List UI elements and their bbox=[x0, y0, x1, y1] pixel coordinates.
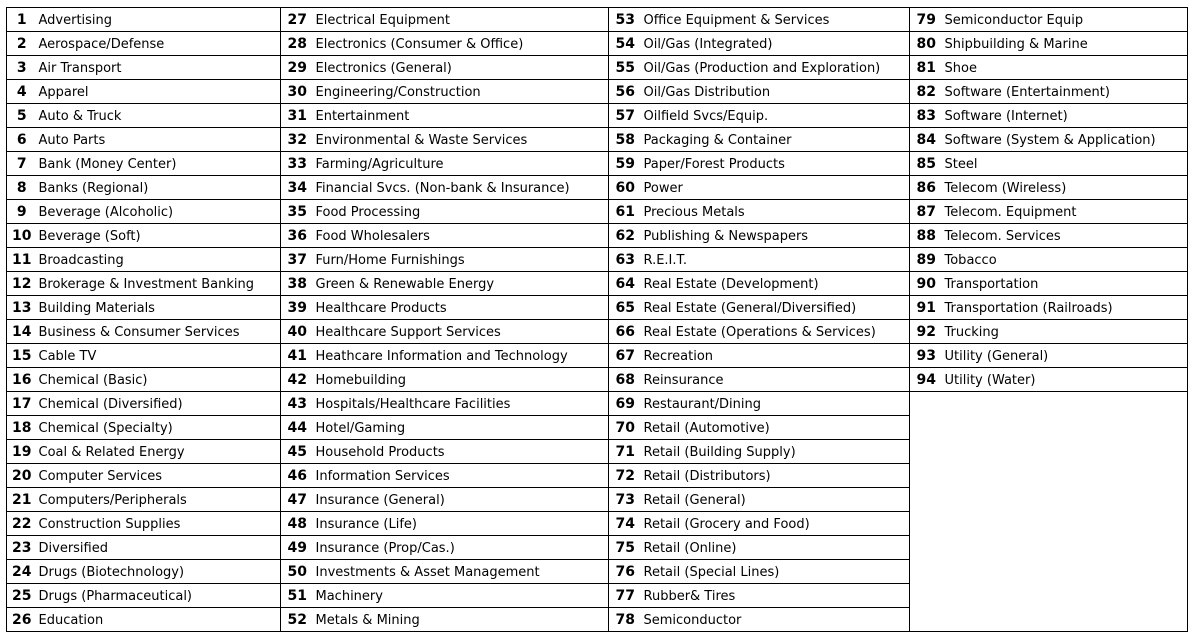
industry-name: Diversified bbox=[37, 536, 281, 560]
industry-name: Chemical (Diversified) bbox=[37, 392, 281, 416]
industry-name: Beverage (Soft) bbox=[37, 224, 281, 248]
industry-name: Steel bbox=[943, 152, 1188, 176]
industry-name: Construction Supplies bbox=[37, 512, 281, 536]
industry-number: 53 bbox=[609, 8, 642, 32]
industry-number: 36 bbox=[281, 224, 314, 248]
industry-name: Electronics (Consumer & Office) bbox=[314, 32, 609, 56]
industry-number: 83 bbox=[910, 104, 943, 128]
industry-number: 64 bbox=[609, 272, 642, 296]
industry-number: 31 bbox=[281, 104, 314, 128]
industry-name: Engineering/Construction bbox=[314, 80, 609, 104]
industry-number: 27 bbox=[281, 8, 314, 32]
industry-number: 49 bbox=[281, 536, 314, 560]
industry-name: Hotel/Gaming bbox=[314, 416, 609, 440]
industry-name: Auto Parts bbox=[37, 128, 281, 152]
industry-name: Oil/Gas (Integrated) bbox=[642, 32, 910, 56]
industry-number: 86 bbox=[910, 176, 943, 200]
industry-name: Auto & Truck bbox=[37, 104, 281, 128]
industry-number: 56 bbox=[609, 80, 642, 104]
industry-table bbox=[6, 7, 1188, 632]
industry-name: Oil/Gas Distribution bbox=[642, 80, 910, 104]
industry-name: Coal & Related Energy bbox=[37, 440, 281, 464]
industry-name: Bank (Money Center) bbox=[37, 152, 281, 176]
industry-number: 33 bbox=[281, 152, 314, 176]
industry-name: Utility (Water) bbox=[943, 368, 1188, 392]
industry-number: 73 bbox=[609, 488, 642, 512]
industry-name: Hospitals/Healthcare Facilities bbox=[314, 392, 609, 416]
industry-number: 42 bbox=[281, 368, 314, 392]
industry-name: Food Wholesalers bbox=[314, 224, 609, 248]
industry-number: 37 bbox=[281, 248, 314, 272]
industry-name: Computer Services bbox=[37, 464, 281, 488]
table-row bbox=[7, 224, 1188, 248]
industry-name: Power bbox=[642, 176, 910, 200]
industry-name: Semiconductor bbox=[642, 608, 910, 632]
industry-name: Farming/Agriculture bbox=[314, 152, 609, 176]
industry-name: Green & Renewable Energy bbox=[314, 272, 609, 296]
table-row bbox=[7, 176, 1188, 200]
industry-name: Metals & Mining bbox=[314, 608, 609, 632]
industry-name: Precious Metals bbox=[642, 200, 910, 224]
industry-number: 77 bbox=[609, 584, 642, 608]
industry-number: 62 bbox=[609, 224, 642, 248]
industry-number: 23 bbox=[7, 536, 37, 560]
industry-name: Advertising bbox=[37, 8, 281, 32]
industry-name: Environmental & Waste Services bbox=[314, 128, 609, 152]
industry-name: Healthcare Products bbox=[314, 296, 609, 320]
industry-name: Household Products bbox=[314, 440, 609, 464]
industry-number: 55 bbox=[609, 56, 642, 80]
industry-name: Packaging & Container bbox=[642, 128, 910, 152]
industry-number: 13 bbox=[7, 296, 37, 320]
industry-name: Real Estate (Development) bbox=[642, 272, 910, 296]
industry-number: 44 bbox=[281, 416, 314, 440]
table-row bbox=[7, 368, 1188, 392]
industry-name: Recreation bbox=[642, 344, 910, 368]
industry-name: Oilfield Svcs/Equip. bbox=[642, 104, 910, 128]
industry-number: 94 bbox=[910, 368, 943, 392]
industry-name: Education bbox=[37, 608, 281, 632]
industry-number: 1 bbox=[7, 8, 37, 32]
industry-name: Drugs (Biotechnology) bbox=[37, 560, 281, 584]
industry-number: 34 bbox=[281, 176, 314, 200]
industry-number: 16 bbox=[7, 368, 37, 392]
industry-number: 5 bbox=[7, 104, 37, 128]
table-row bbox=[7, 152, 1188, 176]
industry-number: 19 bbox=[7, 440, 37, 464]
industry-number: 45 bbox=[281, 440, 314, 464]
industry-number: 24 bbox=[7, 560, 37, 584]
industry-name: Entertainment bbox=[314, 104, 609, 128]
industry-number: 6 bbox=[7, 128, 37, 152]
industry-number: 71 bbox=[609, 440, 642, 464]
industry-name: Software (Entertainment) bbox=[943, 80, 1188, 104]
table-row bbox=[7, 272, 1188, 296]
table-row bbox=[7, 320, 1188, 344]
industry-number: 14 bbox=[7, 320, 37, 344]
industry-name: Semiconductor Equip bbox=[943, 8, 1188, 32]
industry-name: Beverage (Alcoholic) bbox=[37, 200, 281, 224]
industry-number: 4 bbox=[7, 80, 37, 104]
industry-name: R.E.I.T. bbox=[642, 248, 910, 272]
industry-number: 75 bbox=[609, 536, 642, 560]
industry-number: 52 bbox=[281, 608, 314, 632]
industry-name: Insurance (General) bbox=[314, 488, 609, 512]
industry-number: 67 bbox=[609, 344, 642, 368]
industry-number: 46 bbox=[281, 464, 314, 488]
industry-number: 85 bbox=[910, 152, 943, 176]
industry-number: 88 bbox=[910, 224, 943, 248]
industry-number: 28 bbox=[281, 32, 314, 56]
industry-name: Real Estate (General/Diversified) bbox=[642, 296, 910, 320]
industry-name: Furn/Home Furnishings bbox=[314, 248, 609, 272]
industry-name: Real Estate (Operations & Services) bbox=[642, 320, 910, 344]
industry-number: 47 bbox=[281, 488, 314, 512]
industry-number: 87 bbox=[910, 200, 943, 224]
industry-name: Electronics (General) bbox=[314, 56, 609, 80]
industry-number: 92 bbox=[910, 320, 943, 344]
industry-name: Heathcare Information and Technology bbox=[314, 344, 609, 368]
industry-name: Transportation (Railroads) bbox=[943, 296, 1188, 320]
table-body bbox=[7, 8, 1188, 632]
industry-number: 30 bbox=[281, 80, 314, 104]
industry-name: Chemical (Specialty) bbox=[37, 416, 281, 440]
industry-number: 60 bbox=[609, 176, 642, 200]
industry-name: Shoe bbox=[943, 56, 1188, 80]
industry-name: Banks (Regional) bbox=[37, 176, 281, 200]
industry-number: 61 bbox=[609, 200, 642, 224]
industry-name: Computers/Peripherals bbox=[37, 488, 281, 512]
industry-number: 21 bbox=[7, 488, 37, 512]
industry-number: 48 bbox=[281, 512, 314, 536]
industry-name: Paper/Forest Products bbox=[642, 152, 910, 176]
industry-name: Broadcasting bbox=[37, 248, 281, 272]
industry-name: Utility (General) bbox=[943, 344, 1188, 368]
industry-name: Transportation bbox=[943, 272, 1188, 296]
industry-name: Electrical Equipment bbox=[314, 8, 609, 32]
industry-name: Retail (Online) bbox=[642, 536, 910, 560]
industry-number: 74 bbox=[609, 512, 642, 536]
industry-number: 82 bbox=[910, 80, 943, 104]
industry-name: Telecom. Equipment bbox=[943, 200, 1188, 224]
industry-name: Oil/Gas (Production and Exploration) bbox=[642, 56, 910, 80]
industry-name: Software (System & Application) bbox=[943, 128, 1188, 152]
industry-name: Trucking bbox=[943, 320, 1188, 344]
industry-number: 32 bbox=[281, 128, 314, 152]
industry-name: Cable TV bbox=[37, 344, 281, 368]
industry-number: 69 bbox=[609, 392, 642, 416]
industry-number: 41 bbox=[281, 344, 314, 368]
industry-number: 15 bbox=[7, 344, 37, 368]
industry-name: Retail (Distributors) bbox=[642, 464, 910, 488]
industry-number: 68 bbox=[609, 368, 642, 392]
industry-number: 54 bbox=[609, 32, 642, 56]
table-row bbox=[7, 56, 1188, 80]
industry-number: 43 bbox=[281, 392, 314, 416]
industry-number: 63 bbox=[609, 248, 642, 272]
industry-name: Reinsurance bbox=[642, 368, 910, 392]
industry-name: Brokerage & Investment Banking bbox=[37, 272, 281, 296]
industry-number: 59 bbox=[609, 152, 642, 176]
empty-cell bbox=[910, 392, 1188, 632]
industry-name: Investments & Asset Management bbox=[314, 560, 609, 584]
table-row bbox=[7, 296, 1188, 320]
industry-name: Food Processing bbox=[314, 200, 609, 224]
industry-number: 9 bbox=[7, 200, 37, 224]
industry-number: 58 bbox=[609, 128, 642, 152]
industry-number: 51 bbox=[281, 584, 314, 608]
industry-number: 12 bbox=[7, 272, 37, 296]
industry-number: 50 bbox=[281, 560, 314, 584]
industry-number: 93 bbox=[910, 344, 943, 368]
industry-number: 35 bbox=[281, 200, 314, 224]
industry-name: Air Transport bbox=[37, 56, 281, 80]
table-row bbox=[7, 392, 1188, 416]
table-row bbox=[7, 344, 1188, 368]
industry-name: Tobacco bbox=[943, 248, 1188, 272]
table-row bbox=[7, 104, 1188, 128]
industry-number: 2 bbox=[7, 32, 37, 56]
industry-name: Telecom (Wireless) bbox=[943, 176, 1188, 200]
industry-name: Telecom. Services bbox=[943, 224, 1188, 248]
industry-name: Shipbuilding & Marine bbox=[943, 32, 1188, 56]
industry-number: 25 bbox=[7, 584, 37, 608]
industry-number: 39 bbox=[281, 296, 314, 320]
industry-name: Insurance (Prop/Cas.) bbox=[314, 536, 609, 560]
industry-number: 90 bbox=[910, 272, 943, 296]
industry-name: Office Equipment & Services bbox=[642, 8, 910, 32]
industry-number: 81 bbox=[910, 56, 943, 80]
industry-name: Information Services bbox=[314, 464, 609, 488]
industry-number: 11 bbox=[7, 248, 37, 272]
table-row bbox=[7, 128, 1188, 152]
industry-name: Drugs (Pharmaceutical) bbox=[37, 584, 281, 608]
industry-number: 8 bbox=[7, 176, 37, 200]
industry-number: 76 bbox=[609, 560, 642, 584]
industry-name: Retail (Automotive) bbox=[642, 416, 910, 440]
industry-number: 89 bbox=[910, 248, 943, 272]
industry-name: Retail (General) bbox=[642, 488, 910, 512]
table-row bbox=[7, 32, 1188, 56]
industry-name: Building Materials bbox=[37, 296, 281, 320]
industry-name: Chemical (Basic) bbox=[37, 368, 281, 392]
table-row bbox=[7, 200, 1188, 224]
industry-number: 40 bbox=[281, 320, 314, 344]
industry-number: 91 bbox=[910, 296, 943, 320]
industry-name: Financial Svcs. (Non-bank & Insurance) bbox=[314, 176, 609, 200]
industry-name: Homebuilding bbox=[314, 368, 609, 392]
industry-name: Machinery bbox=[314, 584, 609, 608]
industry-name: Business & Consumer Services bbox=[37, 320, 281, 344]
industry-name: Rubber& Tires bbox=[642, 584, 910, 608]
industry-name: Apparel bbox=[37, 80, 281, 104]
industry-number: 65 bbox=[609, 296, 642, 320]
industry-number: 17 bbox=[7, 392, 37, 416]
industry-number: 70 bbox=[609, 416, 642, 440]
industry-number: 10 bbox=[7, 224, 37, 248]
industry-number: 18 bbox=[7, 416, 37, 440]
industry-number: 84 bbox=[910, 128, 943, 152]
table-row bbox=[7, 80, 1188, 104]
industry-number: 79 bbox=[910, 8, 943, 32]
industry-number: 26 bbox=[7, 608, 37, 632]
industry-name: Software (Internet) bbox=[943, 104, 1188, 128]
industry-number: 22 bbox=[7, 512, 37, 536]
industry-name: Insurance (Life) bbox=[314, 512, 609, 536]
industry-number: 29 bbox=[281, 56, 314, 80]
industry-number: 3 bbox=[7, 56, 37, 80]
industry-name: Aerospace/Defense bbox=[37, 32, 281, 56]
industry-number: 7 bbox=[7, 152, 37, 176]
industry-name: Publishing & Newspapers bbox=[642, 224, 910, 248]
industry-name: Retail (Building Supply) bbox=[642, 440, 910, 464]
industry-number: 66 bbox=[609, 320, 642, 344]
table-row bbox=[7, 8, 1188, 32]
industry-name: Healthcare Support Services bbox=[314, 320, 609, 344]
industry-name: Retail (Special Lines) bbox=[642, 560, 910, 584]
industry-number: 38 bbox=[281, 272, 314, 296]
industry-number: 72 bbox=[609, 464, 642, 488]
industry-name: Retail (Grocery and Food) bbox=[642, 512, 910, 536]
industry-name: Restaurant/Dining bbox=[642, 392, 910, 416]
industry-number: 57 bbox=[609, 104, 642, 128]
industry-number: 80 bbox=[910, 32, 943, 56]
table-row bbox=[7, 248, 1188, 272]
industry-number: 78 bbox=[609, 608, 642, 632]
industry-number: 20 bbox=[7, 464, 37, 488]
